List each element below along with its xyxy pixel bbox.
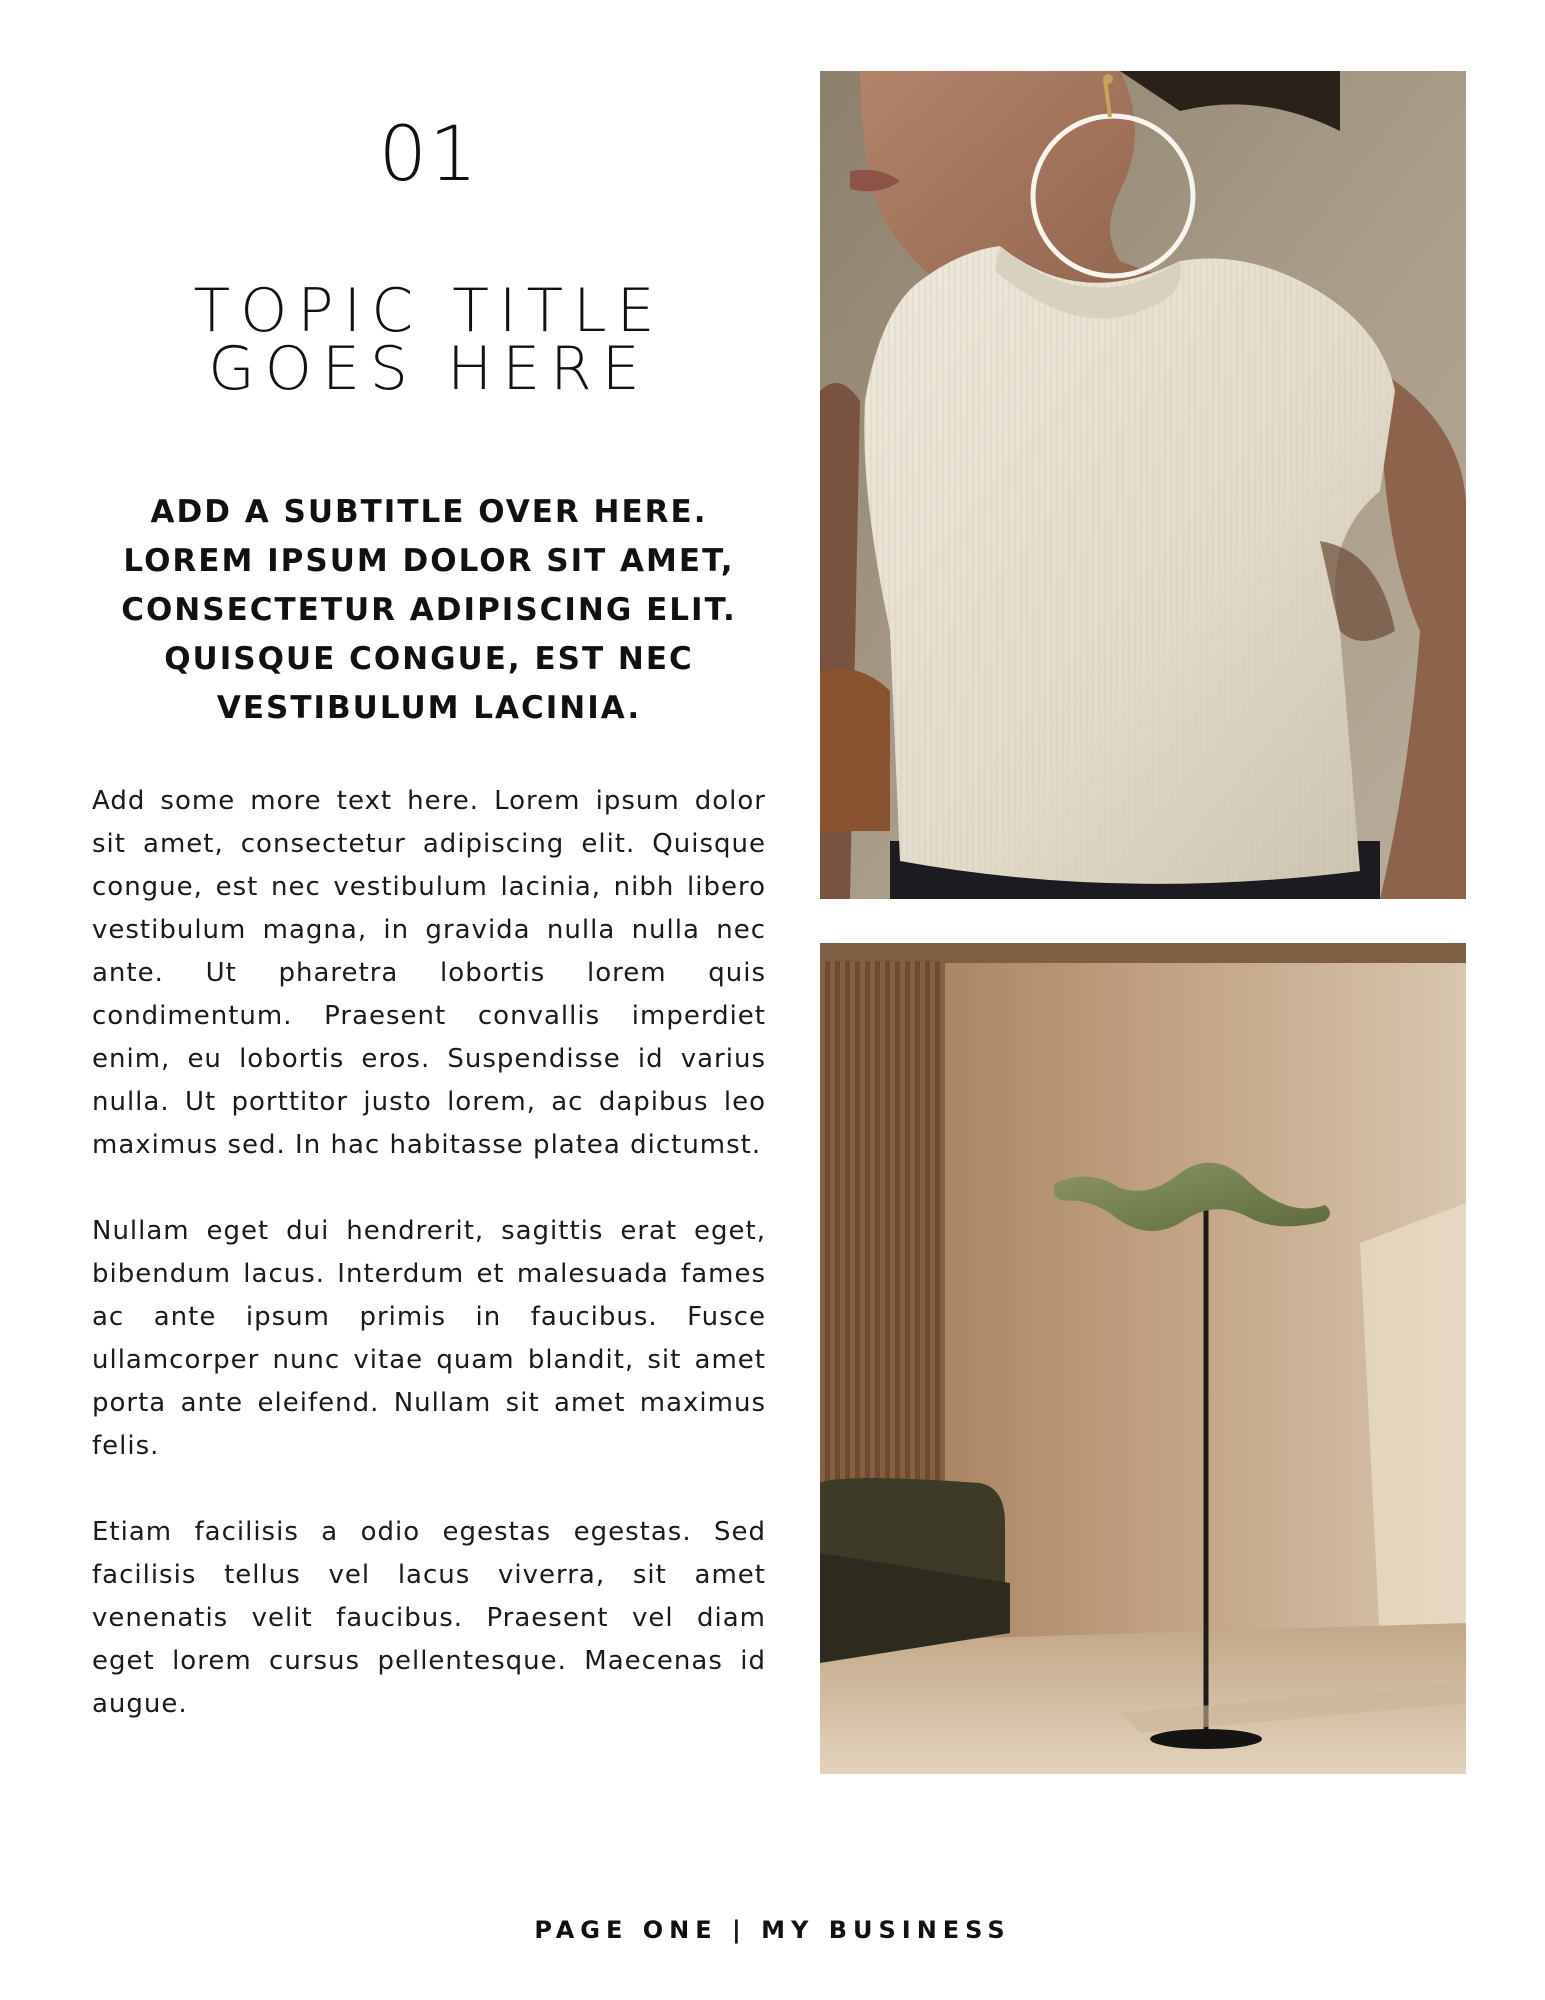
body-paragraph-1: Add some more text here. Lorem ipsum dolor sit amet, consectetur adipiscing elit. Quisque congue, est nec vestibulum lacinia, nibh libero vestibulum magna, in gravida nulla nulla nec ante. Ut pharetra lobortis lorem quis condimentum. Praesent convallis imperdiet enim, eu lobortis eros. Suspendisse id varius nulla. Ut porttitor justo lorem, ac dapibus leo maximus sed. In hac habitasse platea dictumst. (92, 786, 766, 1160)
interior-lamp-illustration (820, 943, 1466, 1774)
body-text (92, 780, 766, 1769)
body-paragraph-2: Nullam eget dui hendrerit, sagittis erat eget, bibendum lacus. Interdum et malesuada fames ac ante ipsum primis in faucibus. Fusce ullamcorper nunc vitae quam blandit, sit amet porta ante eleifend. Nullam sit amet maximus felis. (92, 1216, 766, 1461)
subtitle: ADD A SUBTITLE OVER HERE. LOREM IPSUM DOLOR SIT AMET, CONSECTETUR ADIPISCING ELIT. QUISQUE CONGUE, EST NEC VESTIBULUM LACINIA. (121, 494, 737, 726)
page-footer: PAGE ONE | MY BUSINESS (534, 1916, 1011, 1944)
topic-title-line-2: GOES HERE (208, 334, 650, 404)
model-knit-vest-illustration (820, 71, 1466, 899)
body-paragraph-3: Etiam facilisis a odio egestas egestas. Sed facilisis tellus vel lacus viverra, sit amet venenatis velit faucibus. Praesent vel diam eget lorem cursus pellentesque. Maecenas id augue. (92, 1517, 766, 1719)
model-knit-vest-photo (820, 71, 1466, 899)
topic-title-line-1: TOPIC TITLE (193, 276, 665, 346)
topic-title (92, 276, 766, 404)
interior-sculpture-lamp-photo (820, 943, 1466, 1774)
page-number: 01 (378, 109, 480, 198)
